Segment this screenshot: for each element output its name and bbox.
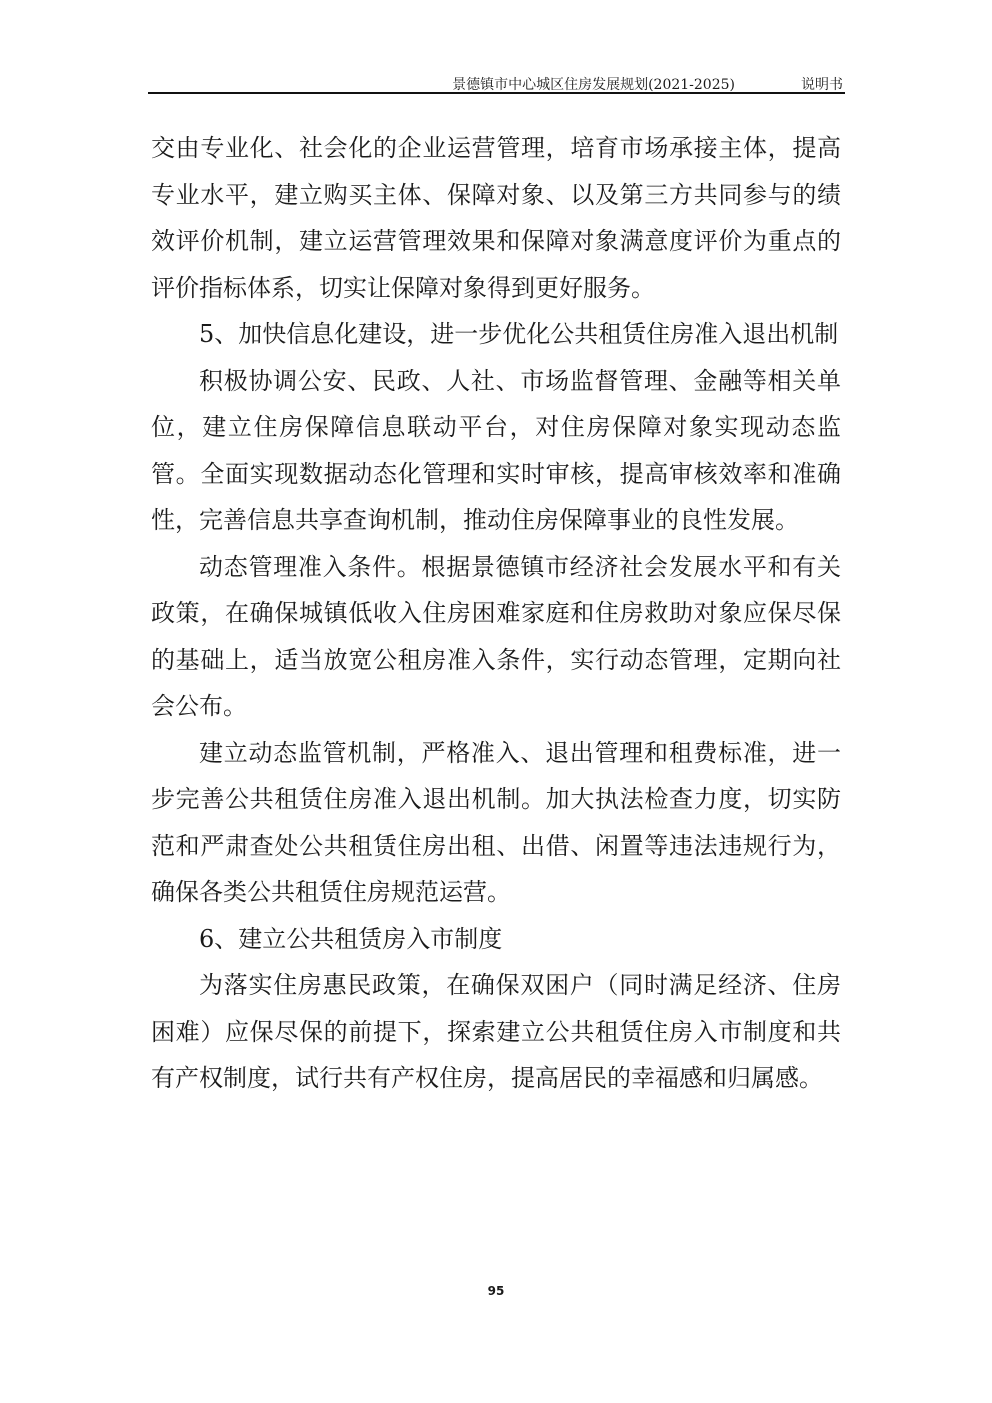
document-title: 景德镇市中心城区住房发展规划(2021-2025) [452,77,735,93]
page-header [148,72,845,94]
paragraph: 交由专业化、社会化的企业运营管理，培育市场承接主体，提高专业水平，建立购买主体、保障对象、以及第三方共同参与的绩效评价机制，建立运营管理效果和保障对象满意度评价为重点的评价指标体系，切实让保障对象得到更好服务。 [151,134,841,302]
page-number: 95 [487,1284,505,1298]
section-heading: 5、加快信息化建设，进一步优化公共租赁住房准入退出机制 [199,320,839,348]
paragraph: 动态管理准入条件。根据景德镇市经济社会发展水平和有关政策，在确保城镇低收入住房困难家庭和住房救助对象应保尽保的基础上，适当放宽公租房准入条件，实行动态管理，定期向社会公布。 [151,552,841,720]
paragraph: 建立动态监管机制，严格准入、退出管理和租费标准，进一步完善公共租赁住房准入退出机制。加大执法检查力度，切实防范和严肃查处公共租赁住房出租、出借、闲置等违法违规行为，确保各类公共租赁住房规范运营。 [151,738,841,906]
paragraph: 积极协调公安、民政、人社、市场监督管理、金融等相关单位，建立住房保障信息联动平台，对住房保障对象实现动态监管。全面实现数据动态化管理和实时审核，提高审核效率和准确性，完善信息共享查询机制，推动住房保障事业的良性发展。 [151,366,841,534]
paragraph: 为落实住房惠民政策，在确保双困户（同时满足经济、住房困难）应保尽保的前提下，探索建立公共租赁住房入市制度和共有产权制度，试行共有产权住房，提高居民的幸福感和归属感。 [151,971,841,1092]
body-text [151,125,841,1102]
section-heading: 6、建立公共租赁房入市制度 [199,924,503,953]
document-section: 说明书 [801,77,843,93]
header-divider [148,92,845,94]
